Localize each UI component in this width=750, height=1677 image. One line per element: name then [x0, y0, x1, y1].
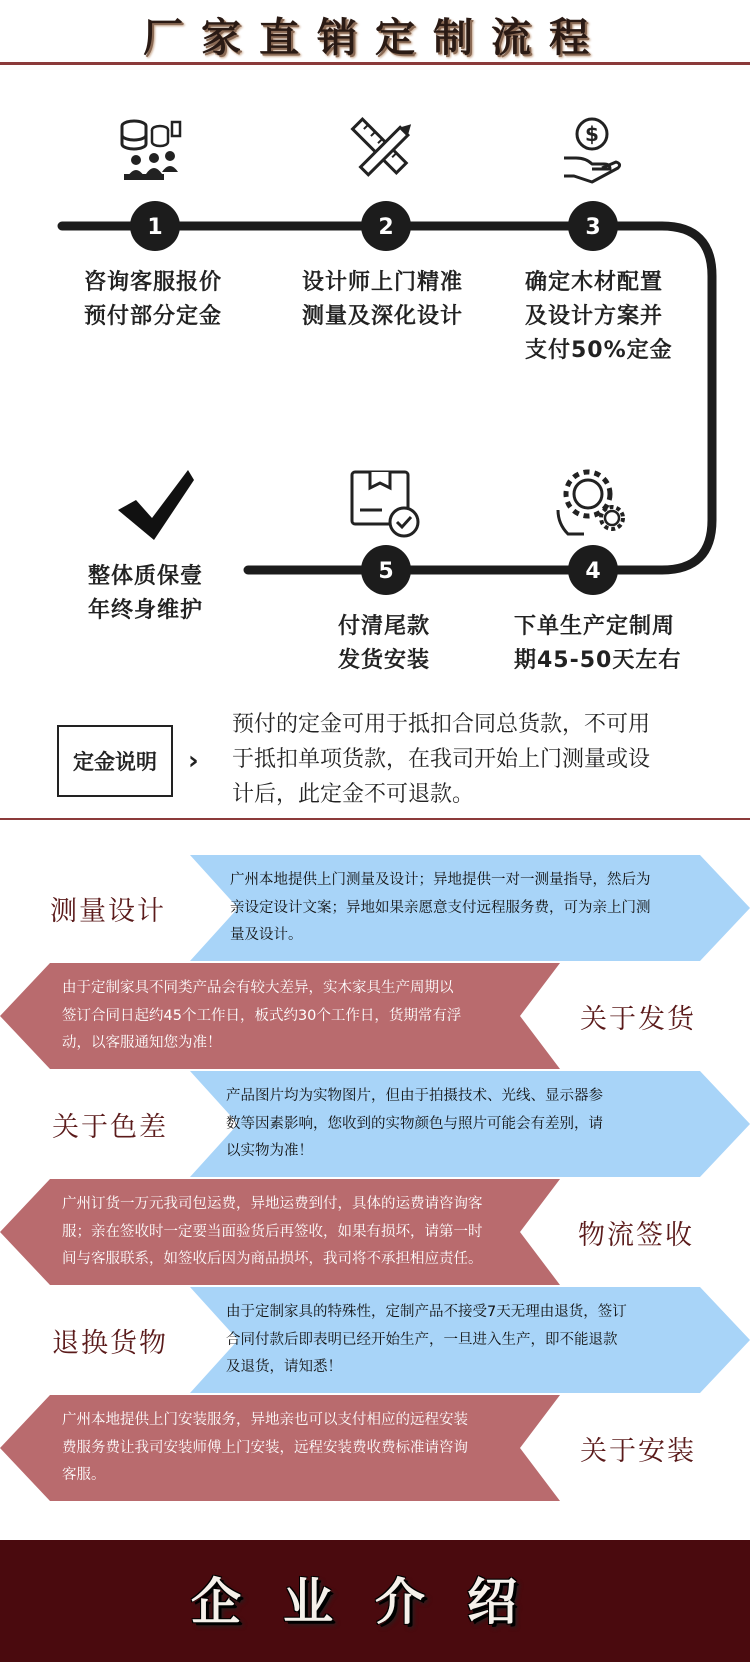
customer-service-icon: [122, 121, 180, 180]
deposit-line3: 计后，此定金不可退款。: [232, 782, 475, 807]
step-marker-4: [568, 545, 618, 595]
deposit-line1: 预付的定金可用于抵扣合同总货款，不可用: [232, 712, 651, 737]
step-2-text: [302, 266, 463, 334]
page-title: 厂家直销定制流程: [143, 15, 607, 61]
step-6-text: [88, 560, 203, 628]
policy-measure-design: [0, 855, 750, 961]
step-4-line1: 下单生产定制周: [514, 614, 676, 639]
policy-6-line2: 费服务费让我司安装师傅上门安装，远程安装费收费标准请咨询: [62, 1439, 468, 1456]
production-gears-icon: [558, 472, 623, 534]
policy-installation: [0, 1395, 750, 1501]
svg-text:$: $: [585, 122, 599, 146]
policy-1-line3: 量及设计。: [230, 927, 303, 943]
policy-returns: [0, 1287, 750, 1393]
policy-shipping: [0, 963, 750, 1069]
step-4-text: [514, 610, 681, 678]
policy-title-3: 关于色差: [52, 1112, 168, 1143]
policy-text-3: [226, 1083, 603, 1166]
policy-title-5: 退换货物: [52, 1328, 168, 1359]
step-marker-2: [361, 201, 411, 251]
policy-4-line3: 间与客服联系，如签收后因为商品损坏，我司将不承担相应责任。: [62, 1251, 483, 1267]
deposit-label-box: [57, 725, 173, 797]
policy-3-line1: 产品图片均为实物图片，但由于拍摄技术、光线、显示器参: [226, 1088, 603, 1104]
company-intro-title: 企业介绍: [191, 1573, 559, 1631]
step-6-line2: 年终身维护: [88, 598, 204, 623]
deposit-line2: 于抵扣单项货款，在我司开始上门测量或设: [232, 747, 651, 772]
policy-4-line2: 服；亲在签收时一定要当面验货后再签收，如果有损坏，请第一时: [62, 1223, 483, 1240]
policy-1-line1: 广州本地提供上门测量及设计；异地提供一对一测量指导，然后为: [230, 872, 651, 888]
step-marker-3: [568, 201, 618, 251]
step-3-line1: 确定木材配置: [525, 270, 664, 295]
policy-5-line1: 由于定制家具的特殊性，定制产品不接受7天无理由退货，签订: [226, 1304, 627, 1320]
step-number-1: 1: [147, 215, 163, 240]
policy-title-4: 物流签收: [578, 1220, 694, 1251]
step-6-line1: 整体质保壹: [88, 564, 204, 589]
policy-5-line2: 合同付款后即表明已经开始生产，一旦进入生产，即不能退款: [226, 1331, 618, 1348]
policy-text-6: [62, 1407, 468, 1490]
policy-text-4: [62, 1191, 483, 1274]
chevron-right-icon: ›: [188, 746, 199, 776]
step-3-text: [525, 266, 673, 368]
policy-text-5: [226, 1299, 627, 1382]
policy-text-1: [230, 867, 651, 950]
step-2-line2: 测量及深化设计: [302, 304, 464, 329]
policy-6-line3: 客服。: [62, 1467, 106, 1483]
policy-2-line1: 由于定制家具不同类产品会有较大差异，实木家具生产周期以: [62, 980, 454, 996]
step-3-line3: 支付50%定金: [525, 338, 673, 363]
payment-hand-icon: [564, 119, 620, 182]
policy-3-line3: 以实物为准！: [226, 1143, 313, 1159]
step-5-line1: 付清尾款: [338, 614, 431, 639]
deposit-label: 定金说明: [73, 750, 157, 774]
policy-2-line2: 签订合同日起约45个工作日，板式约30个工作日，货期常有浮: [62, 1007, 462, 1024]
step-2-line1: 设计师上门精准: [302, 270, 464, 295]
policy-6-line1: 广州本地提供上门安装服务，异地亲也可以支付相应的远程安装: [62, 1412, 468, 1428]
step-number-5: 5: [378, 559, 394, 584]
step-marker-1: [130, 201, 180, 251]
policy-title-6: 关于安装: [580, 1436, 696, 1467]
step-number-4: 4: [585, 559, 601, 584]
step-number-3: 3: [585, 215, 601, 240]
policy-title-1: 测量设计: [50, 896, 166, 927]
package-icon: [352, 472, 418, 536]
policy-5-line3: 及退货，请知悉！: [226, 1359, 342, 1375]
ruler-pencil-icon: [353, 119, 415, 175]
policy-1-line2: 亲设定设计文案；异地如果亲愿意支付远程服务费，可为亲上门测: [230, 899, 651, 916]
step-5-text: [338, 610, 430, 678]
step-marker-5: [361, 545, 411, 595]
policy-color-difference: [0, 1071, 750, 1177]
step-3-line2: 及设计方案并: [525, 304, 664, 329]
step-1-text: [84, 266, 222, 334]
policy-logistics: [0, 1179, 750, 1285]
deposit-description: [232, 707, 732, 812]
policy-title-2: 关于发货: [580, 1004, 696, 1035]
checkmark-icon: [118, 470, 194, 540]
step-number-2: 2: [378, 215, 394, 240]
policy-3-line2: 数等因素影响，您收到的实物颜色与照片可能会有差别，请: [226, 1115, 603, 1132]
section-divider: [0, 818, 750, 820]
step-1-line1: 咨询客服报价: [84, 270, 223, 295]
policy-text-2: [62, 975, 461, 1058]
policy-2-line3: 动，以客服通知您为准！: [62, 1035, 222, 1051]
policy-4-line1: 广州订货一万元我司包运费，异地运费到付，具体的运费请咨询客: [62, 1196, 483, 1212]
step-1-line2: 预付部分定金: [84, 304, 223, 329]
step-4-line2: 期45-50天左右: [514, 648, 682, 673]
step-5-line2: 发货安装: [338, 648, 431, 673]
